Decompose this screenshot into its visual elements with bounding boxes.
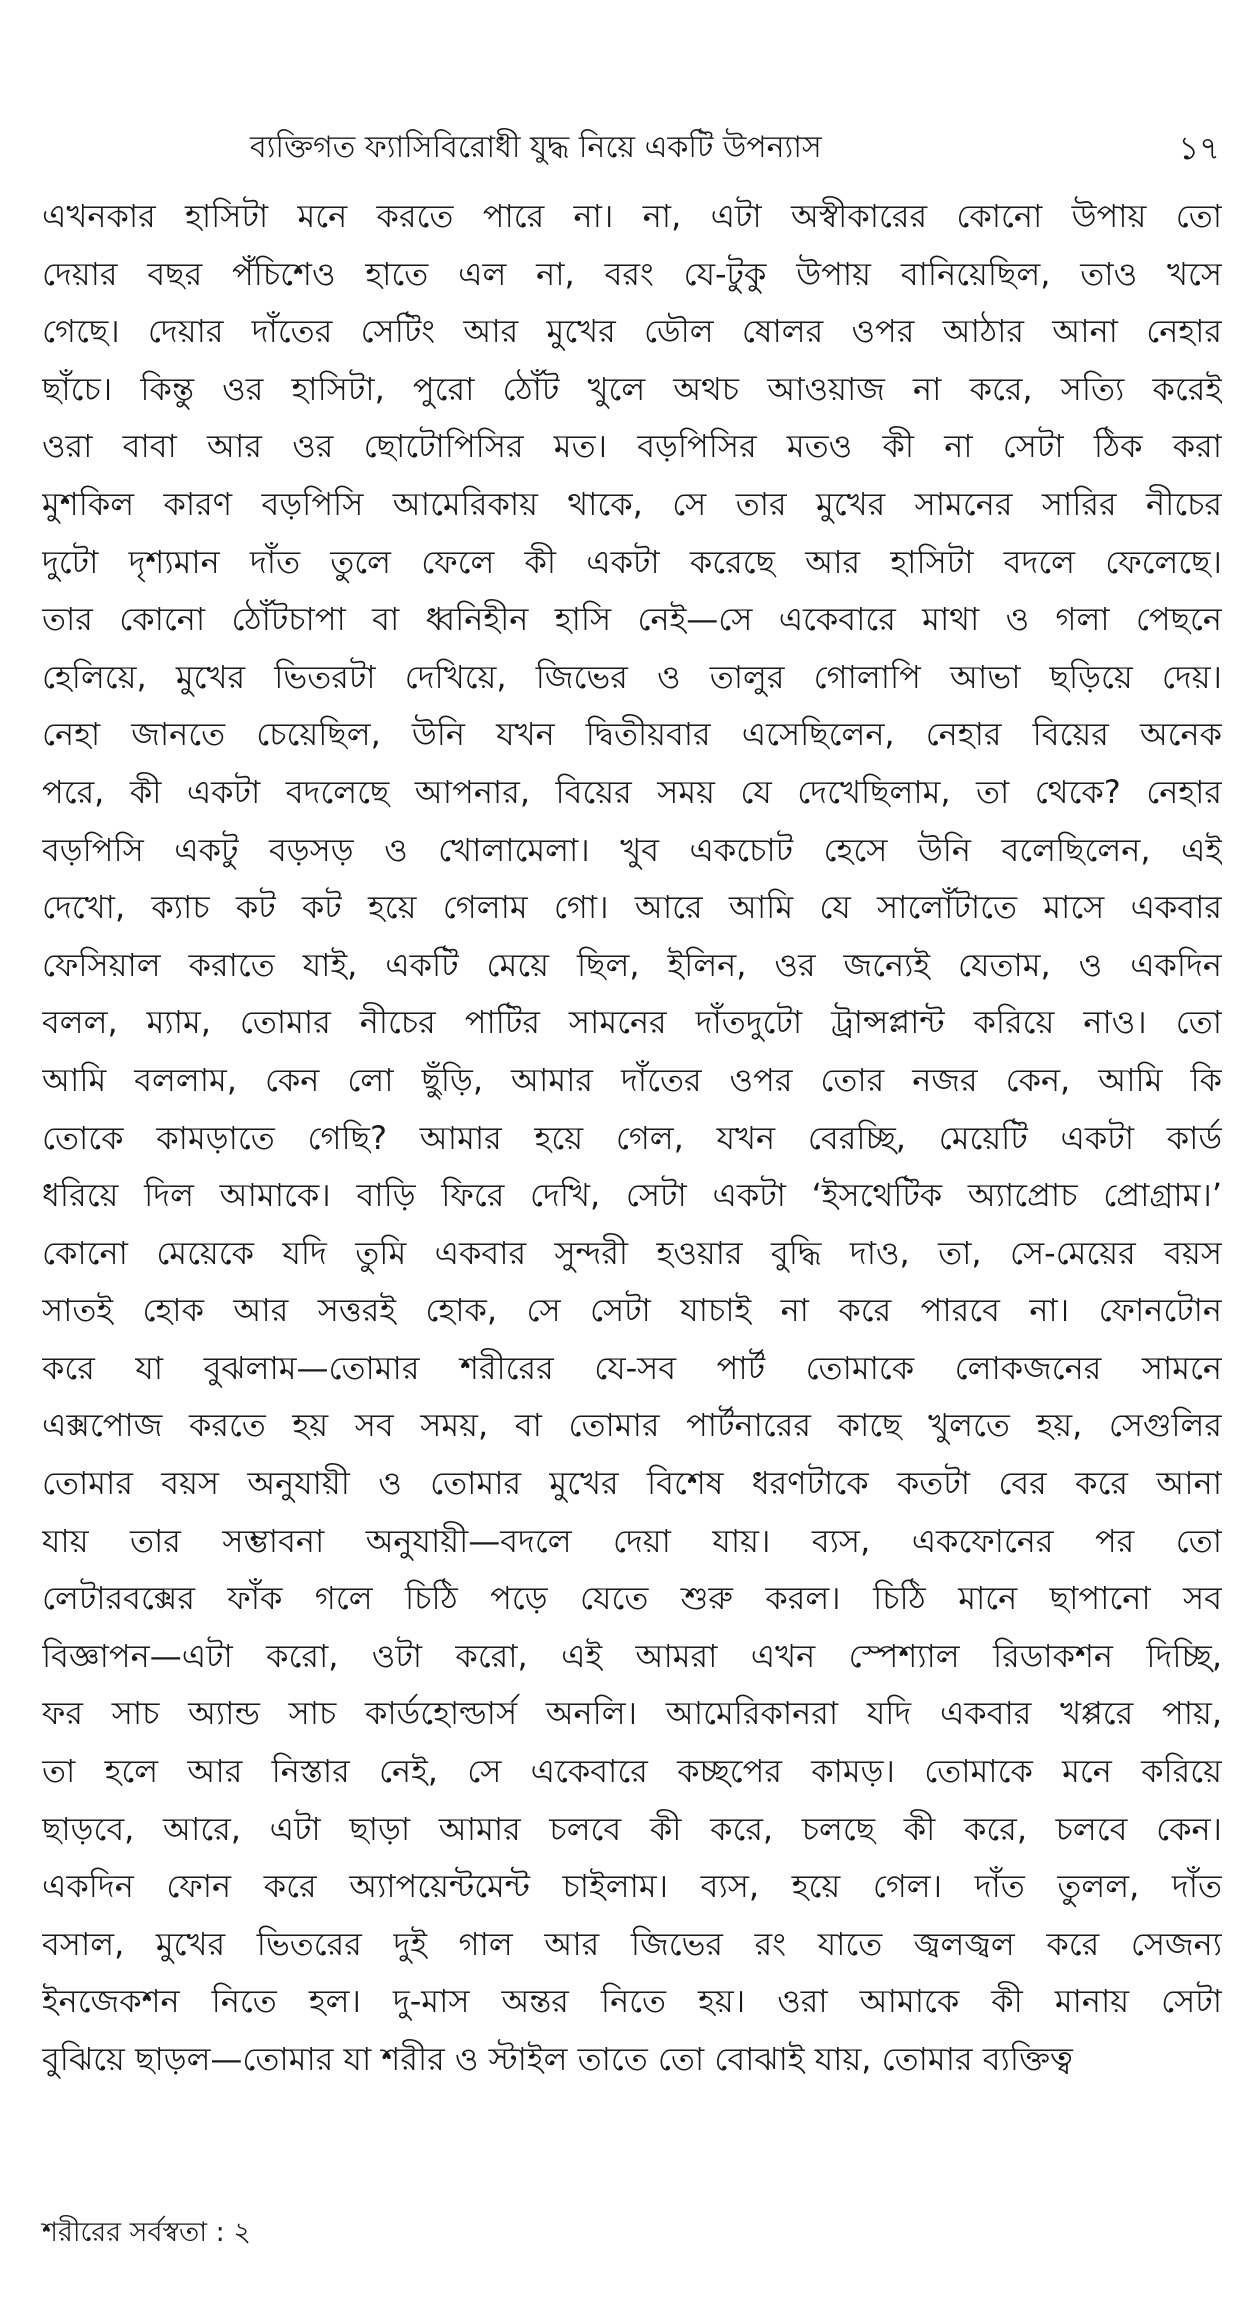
text-line: যায় তার সম্ভাবনা অনুযায়ী—বদলে দেয়া যায়। ব্যস, একফোনের পর তো xyxy=(42,1521,1222,1560)
text-line: সাতই হোক আর সত্তরই হোক, সে সেটা যাচাই না করে পারবে না। ফোনটোন xyxy=(42,1291,1222,1330)
text-line: তোকে কামড়াতে গেছি? আমার হয়ে গেল, যখন বেরচ্ছি, মেয়েটি একটা কার্ড xyxy=(42,1118,1222,1157)
text-line: ছাড়বে, আরে, এটা ছাড়া আমার চলবে কী করে, চলছে কী করে, চলবে কেন। xyxy=(42,1809,1222,1848)
text-line: মুশকিল কারণ বড়পিসি আমেরিকায় থাকে, সে তার মুখের সামনের সারির নীচের xyxy=(42,484,1222,523)
text-line: দুটো দৃশ্যমান দাঁত তুলে ফেলে কী একটা করেছে আর হাসিটা বদলে ফেলেছে। xyxy=(42,542,1222,581)
text-line: লেটারবক্সের ফাঁক গলে চিঠি পড়ে যেতে শুরু করল। চিঠি মানে ছাপানো সব xyxy=(42,1579,1222,1618)
text-line: এখনকার হাসিটা মনে করতে পারে না। না, এটা অস্বীকারের কোনো উপায় তো xyxy=(42,197,1222,235)
text-line: বসাল, মুখের ভিতরের দুই গাল আর জিভের রং যাতে জ্বলজ্বল করে সেজন্য xyxy=(42,1924,1222,1963)
text-line: বলল, ম্যাম, তোমার নীচের পাটির সামনের দাঁতদুটো ট্রান্সপ্লান্ট করিয়ে নাও। তো xyxy=(42,1003,1222,1042)
page-number: ১৭ xyxy=(1178,129,1220,167)
text-line: দেখো, ক্যাচ কট কট হয়ে গেলাম গো। আরে আমি যে সালোঁটাতে মাসে একবার xyxy=(42,888,1222,927)
running-header xyxy=(0,118,1260,178)
text-line: বড়পিসি একটু বড়সড় ও খোলামেলা। খুব একচোট হেসে উনি বলেছিলেন, এই xyxy=(42,830,1222,869)
text-line: করে যা বুঝলাম—তোমার শরীরের যে-সব পার্ট তোমাকে লোকজনের সামনে xyxy=(42,1348,1222,1387)
text-line: তার কোনো ঠোঁটচাপা বা ধ্বনিহীন হাসি নেই—সে একেবারে মাথা ও গলা পেছনে xyxy=(42,600,1222,639)
text-line: ফেসিয়াল করাতে যাই, একটি মেয়ে ছিল, ইলিন, ওর জন্যেই যেতাম, ও একদিন xyxy=(42,945,1222,984)
text-line: হেলিয়ে, মুখের ভিতরটা দেখিয়ে, জিভের ও তালুর গোলাপি আভা ছড়িয়ে দেয়। xyxy=(42,657,1222,696)
text-line: এক্সপোজ করতে হয় সব সময়, বা তোমার পার্টনারের কাছে খুলতে হয়, সেগুলির xyxy=(42,1406,1222,1445)
text-line: বুঝিয়ে ছাড়ল—তোমার যা শরীর ও স্টাইল তাতে তো বোঝাই যায়, তোমার ব্যক্তিত্ব xyxy=(42,2040,1073,2078)
text-line: বিজ্ঞাপন—এটা করো, ওটা করো, এই আমরা এখন স্পেশ্যাল রিডাকশন দিচ্ছি, xyxy=(42,1636,1222,1675)
text-line: ইনজেকশন নিতে হল। দু-মাস অন্তর নিতে হয়। ওরা আমাকে কী মানায় সেটা xyxy=(42,1982,1222,2021)
text-line: গেছে। দেয়ার দাঁতের সেটিং আর মুখের ডৌল ষোলর ওপর আঠার আনা নেহার xyxy=(42,312,1222,351)
footer-signature: শরীরের সর্বস্বতা : ২ xyxy=(42,2217,251,2248)
text-line: দেয়ার বছর পঁচিশেও হাতে এল না, বরং যে-টুকু উপায় বানিয়েছিল, তাও খসে xyxy=(42,254,1222,293)
text-line: নেহা জানতে চেয়েছিল, উনি যখন দ্বিতীয়বার এসেছিলেন, নেহার বিয়ের অনেক xyxy=(42,715,1222,754)
running-title: ব্যক্তিগত ফ্যাসিবিরোধী যুদ্ধ নিয়ে একটি উপন্যাস xyxy=(250,130,822,165)
text-line: তোমার বয়স অনুযায়ী ও তোমার মুখের বিশেষ ধরণটাকে কতটা বের করে আনা xyxy=(42,1464,1222,1503)
text-line: ছাঁচে। কিন্তু ওর হাসিটা, পুরো ঠোঁট খুলে অথচ আওয়াজ না করে, সত্যি করেই xyxy=(42,369,1222,408)
text-line: ফর সাচ অ্যান্ড সাচ কার্ডহোল্ডার্স অনলি। আমেরিকানরা যদি একবার খপ্পরে পায়, xyxy=(42,1694,1222,1733)
text-line: আমি বললাম, কেন লো ছুঁড়ি, আমার দাঁতের ওপর তোর নজর কেন, আমি কি xyxy=(42,1060,1222,1099)
text-line: ধরিয়ে দিল আমাকে। বাড়ি ফিরে দেখি, সেটা একটা ‘ইসথেটিক অ্যাপ্রোচ প্রোগ্রাম।’ xyxy=(42,1176,1222,1215)
text-line: ওরা বাবা আর ওর ছোটোপিসির মত। বড়পিসির মতও কী না সেটা ঠিক করা xyxy=(42,427,1222,466)
text-line: কোনো মেয়েকে যদি তুমি একবার সুন্দরী হওয়ার বুদ্ধি দাও, তা, সে-মেয়ের বয়স xyxy=(42,1233,1222,1272)
body-text xyxy=(42,188,1222,2089)
text-line: একদিন ফোন করে অ্যাপয়েন্টমেন্ট চাইলাম। ব্যস, হয়ে গেল। দাঁত তুলল, দাঁত xyxy=(42,1867,1222,1906)
text-line: পরে, কী একটা বদলেছে আপনার, বিয়ের সময় যে দেখেছিলাম, তা থেকে? নেহার xyxy=(42,772,1222,811)
text-line: তা হলে আর নিস্তার নেই, সে একেবারে কচ্ছপের কামড়। তোমাকে মনে করিয়ে xyxy=(42,1752,1222,1791)
